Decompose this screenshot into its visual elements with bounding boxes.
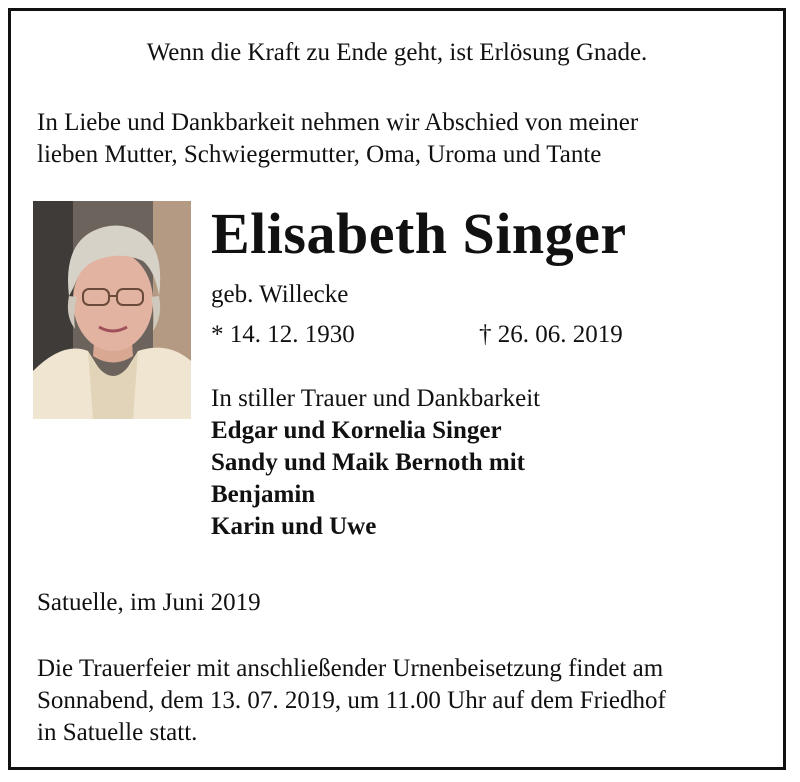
- portrait-photo: [33, 201, 191, 419]
- obituary-notice: [8, 8, 786, 770]
- motto: Wenn die Kraft zu Ende geht, ist Erlösung Gnade.: [146, 39, 648, 66]
- funeral-line: Sonnabend, dem 13. 07. 2019, um 11.00 Uhr auf dem Friedhof: [37, 687, 666, 714]
- mourner-line: Sandy und Maik Bernoth mit: [211, 449, 525, 476]
- mourner-line: Karin und Uwe: [211, 513, 377, 540]
- mourner-line: Benjamin: [211, 481, 316, 508]
- mourner-line: Edgar und Kornelia Singer: [211, 417, 502, 444]
- maiden-name: geb. Willecke: [211, 281, 349, 308]
- deceased-name: Elisabeth Singer: [211, 201, 627, 266]
- place-date: Satuelle, im Juni 2019: [37, 589, 261, 616]
- intro-text: [37, 107, 638, 171]
- birth-date: * 14. 12. 1930: [211, 321, 355, 348]
- funeral-line: in Satuelle statt.: [37, 719, 198, 746]
- intro-line: In Liebe und Dankbarkeit nehmen wir Abschied von meiner: [37, 109, 639, 136]
- funeral-line: Die Trauerfeier mit anschließender Urnenbeisetzung findet am: [37, 655, 664, 682]
- death-date: † 26. 06. 2019: [479, 321, 623, 348]
- portrait-illustration: [33, 201, 191, 419]
- mourners-intro: In stiller Trauer und Dankbarkeit: [211, 385, 541, 412]
- funeral-info: [37, 653, 666, 749]
- intro-line: lieben Mutter, Schwiegermutter, Oma, Uroma und Tante: [37, 141, 602, 168]
